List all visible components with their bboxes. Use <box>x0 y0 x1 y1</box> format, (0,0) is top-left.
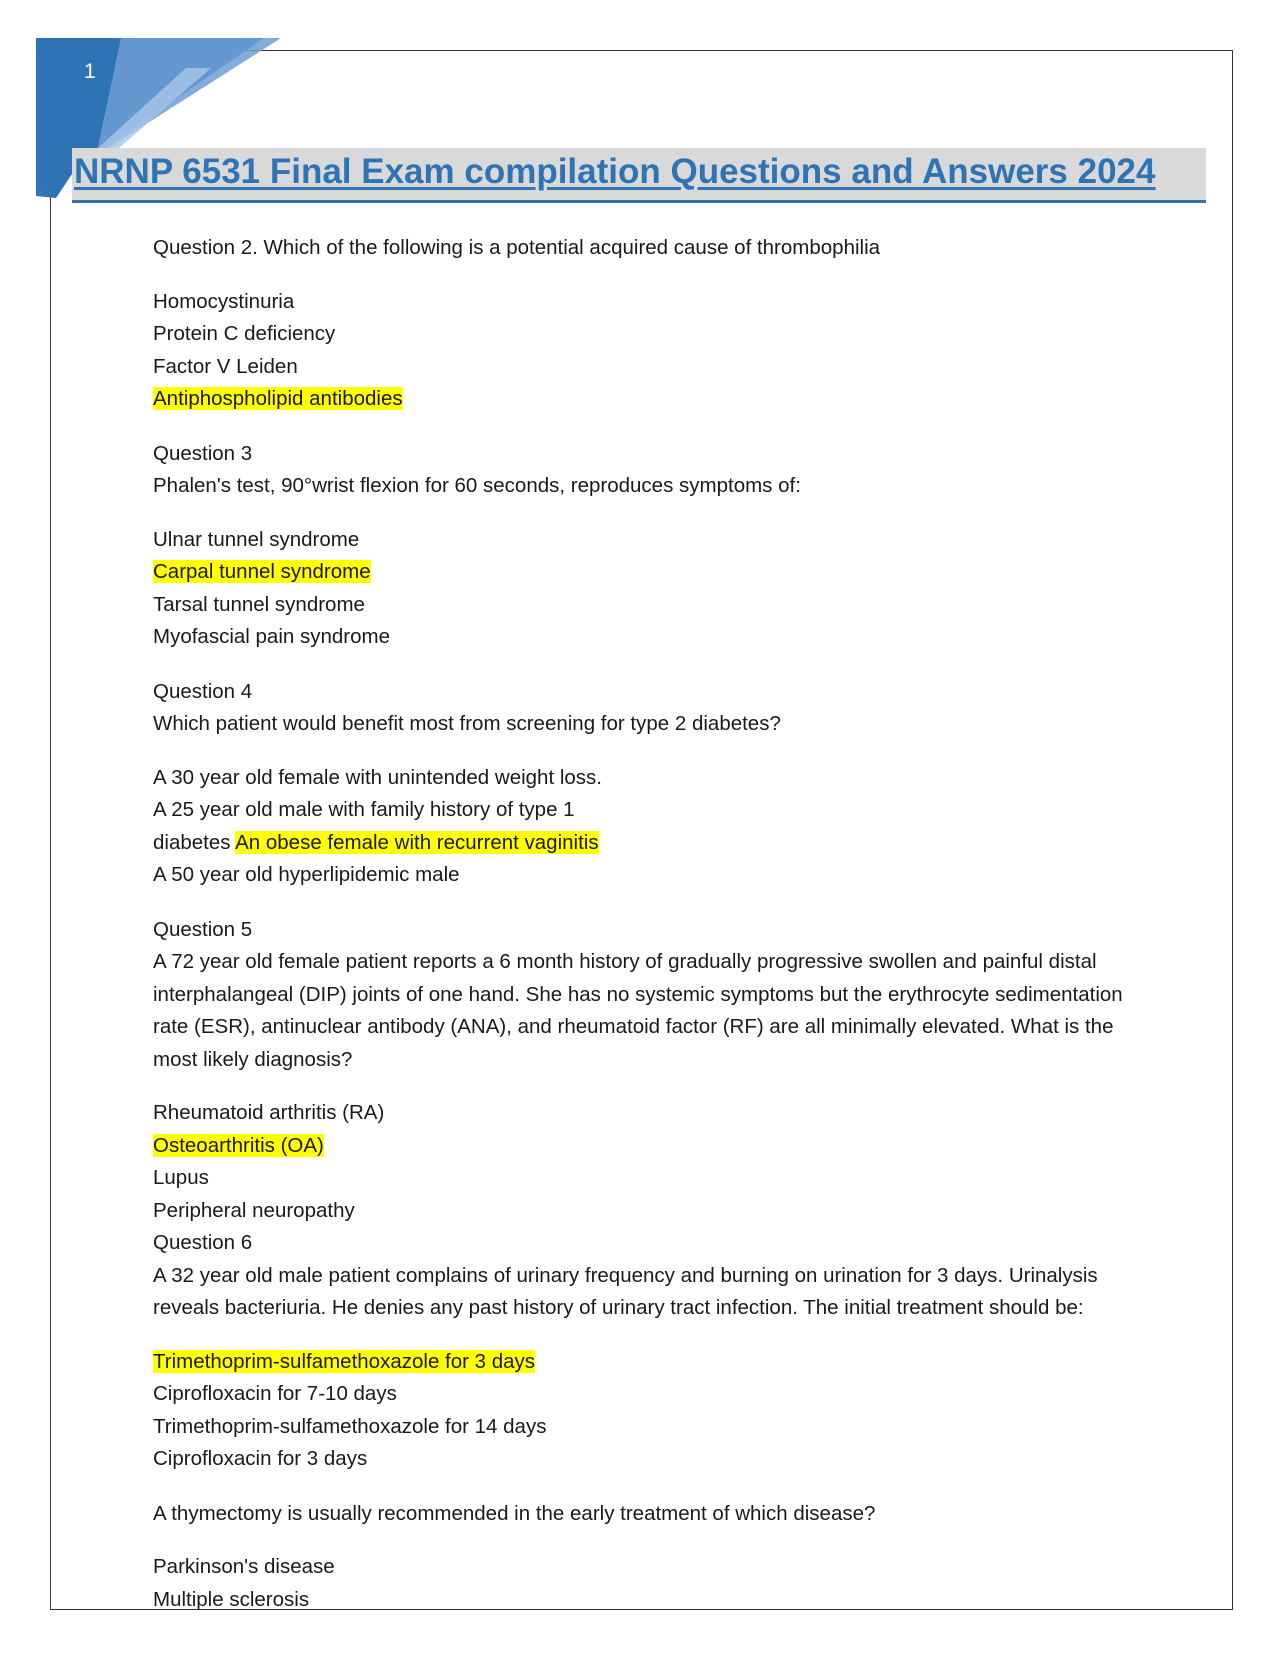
document-content <box>153 232 1163 1616</box>
document-title: NRNP 6531 Final Exam compilation Questions and Answers 2024 <box>74 152 1156 191</box>
answer-option: A 25 year old male with family history of type 1 <box>153 798 575 821</box>
answer-option: Ciprofloxacin for 7-10 days <box>153 1382 397 1405</box>
answer-option-continuation: diabetes <box>153 830 231 854</box>
question-7-text: A thymectomy is usually recommended in the early treatment of which disease? <box>153 1501 876 1525</box>
question-4-label: Question 4 <box>153 679 253 703</box>
question-4-text: Which patient would benefit most from screening for type 2 diabetes? <box>153 712 781 735</box>
answer-option: Lupus <box>153 1166 209 1189</box>
answer-option: Factor V Leiden <box>153 354 298 378</box>
answer-option: Multiple sclerosis <box>153 1587 310 1611</box>
answer-option: Ciprofloxacin for 3 days <box>153 1447 368 1470</box>
answer-option: Peripheral neuropathy <box>153 1198 355 1222</box>
answer-option: Ulnar tunnel syndrome <box>153 527 360 551</box>
correct-answer-highlight: Osteoarthritis (OA) <box>153 1133 324 1157</box>
answer-option: Protein C deficiency <box>153 322 336 345</box>
answer-option: Tarsal tunnel syndrome <box>153 592 365 616</box>
answer-option: Trimethoprim-sulfamethoxazole for 14 days <box>153 1414 547 1438</box>
question-3-text: Phalen's test, 90°wrist flexion for 60 seconds, reproduces symptoms of: <box>153 474 801 497</box>
answer-option: Homocystinuria <box>153 289 295 313</box>
answer-option: A 50 year old hyperlipidemic male <box>153 863 460 886</box>
page-number: 1 <box>84 60 96 83</box>
correct-answer-highlight: Carpal tunnel syndrome <box>153 560 371 583</box>
correct-answer-highlight: Trimethoprim-sulfamethoxazole for 3 days <box>153 1349 536 1373</box>
question-6-text: A 32 year old male patient complains of urinary frequency and burning on urination for 3 days. Urinalysis reveals bacteriuria. He denies any past history of urinary tract infection. The initial treatment should be: <box>153 1263 1098 1319</box>
question-3-label: Question 3 <box>153 441 253 465</box>
question-6-label: Question 6 <box>153 1231 253 1254</box>
answer-option: Myofascial pain syndrome <box>153 625 390 648</box>
question-5-text: A 72 year old female patient reports a 6 month history of gradually progressive swollen and painful distal interphalangeal (DIP) joints of one hand. She has no systemic symptoms but the erythrocyte sedimentation rate (ESR), antinuclear antibody (ANA), and rheumatoid factor (RF) are all minimally elevated. What is the most likely diagnosis? <box>153 950 1123 1071</box>
answer-option: Parkinson's disease <box>153 1555 335 1578</box>
answer-option: A 30 year old female with unintended weight loss. <box>153 765 602 789</box>
question-2-text: Question 2. Which of the following is a potential acquired cause of thrombophilia <box>153 236 881 259</box>
answer-option: Rheumatoid arthritis (RA) <box>153 1101 385 1124</box>
correct-answer-highlight: Antiphospholipid antibodies <box>153 387 403 410</box>
correct-answer-highlight: An obese female with recurrent vaginitis <box>235 830 599 854</box>
question-5-label: Question 5 <box>153 917 253 941</box>
